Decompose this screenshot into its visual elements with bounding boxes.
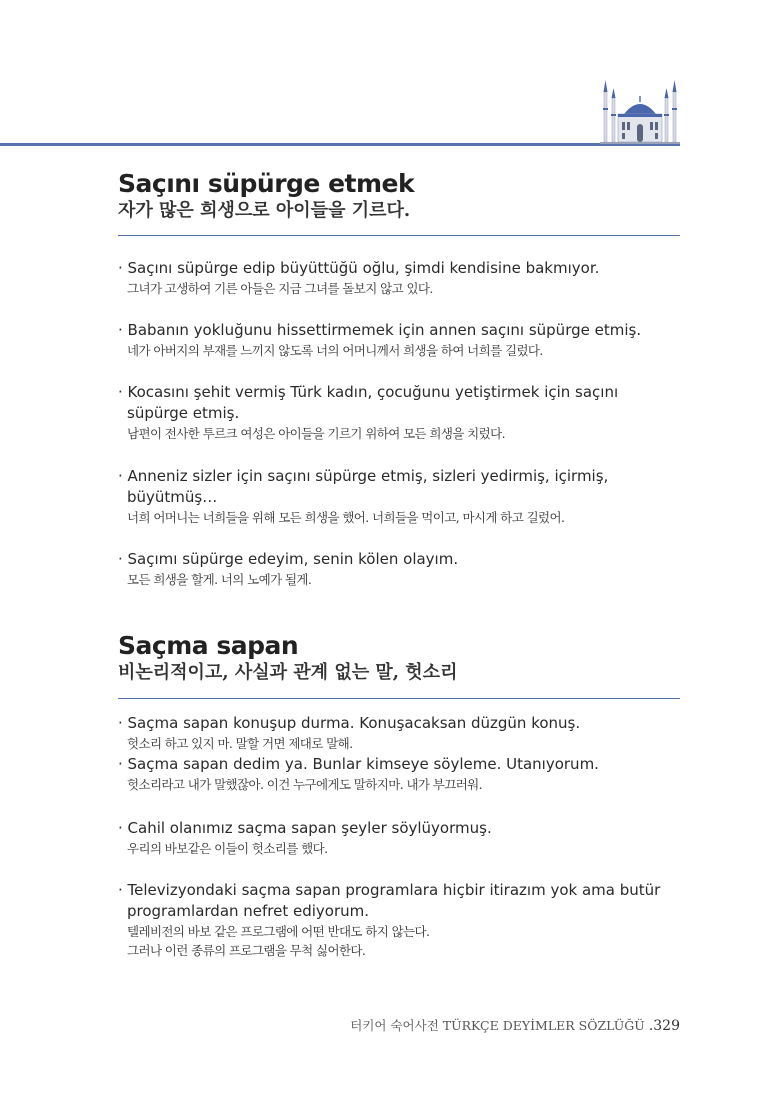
example-korean: 헛소리라고 내가 말했잖아. 이건 누구에게도 말하지마. 내가 부끄러워. <box>127 777 483 792</box>
entry-divider <box>118 698 680 699</box>
example-turkish: · Saçma sapan dedim ya. Bunlar kimseye söyleme. Utanıyorum. <box>118 755 599 773</box>
example-item <box>118 818 680 858</box>
idiom-meaning: 비논리적이고, 사실과 관계 없는 말, 헛소리 <box>118 662 458 683</box>
idiom-entry <box>118 631 680 699</box>
example-item <box>118 549 680 589</box>
example-item <box>118 466 680 527</box>
example-item <box>118 880 680 960</box>
example-korean: 헛소리 하고 있지 마. 말할 거면 제대로 말해. <box>127 736 353 751</box>
example-turkish: · Anneniz sizler için saçını süpürge etmiş, sizleri yedirmiş, içirmiş, büyütmüş… <box>118 467 609 506</box>
example-korean: 그녀가 고생하여 기른 아들은 지금 그녀를 돌보지 않고 있다. <box>127 281 433 296</box>
page-footer <box>350 1016 680 1034</box>
header-rule <box>0 143 680 146</box>
idiom-entry <box>118 169 680 236</box>
example-korean: 남편이 전사한 투르크 여성은 아이들을 기르기 위하여 모든 희생을 치렀다. <box>127 426 505 441</box>
example-turkish: · Saçını süpürge edip büyüttüğü oğlu, şimdi kendisine bakmıyor. <box>118 259 600 277</box>
idiom-title: Saçını süpürge etmek <box>118 169 415 198</box>
entry-divider <box>118 235 680 236</box>
footer-book-title: 터키어 숙어사전 TÜRKÇE DEYİMLER SÖZLÜĞÜ <box>350 1018 645 1033</box>
example-item <box>118 258 680 298</box>
example-turkish: · Cahil olanımız saçma sapan şeyler söylüyormuş. <box>118 819 492 837</box>
example-turkish: · Saçma sapan konuşup durma. Konuşacaksan düzgün konuş. <box>118 714 581 732</box>
example-item <box>118 713 680 753</box>
example-item <box>118 754 680 794</box>
idiom-meaning: 자가 많은 희생으로 아이들을 기르다. <box>118 200 411 221</box>
example-korean: 텔레비전의 바보 같은 프로그램에 어떤 반대도 하지 않는다. <box>127 924 430 939</box>
example-korean: 그러나 이런 종류의 프로그램을 무척 싫어한다. <box>127 943 366 958</box>
idiom-title: Saçma sapan <box>118 631 299 660</box>
example-turkish: · Kocasını şehit vermiş Türk kadın, çocuğunu yetiştirmek için saçını süpürge etmiş. <box>118 383 619 422</box>
page-number: .329 <box>648 1018 680 1034</box>
example-item <box>118 320 680 360</box>
example-turkish: · Saçımı süpürge edeyim, senin kölen olayım. <box>118 550 459 568</box>
example-korean: 네가 아버지의 부재를 느끼지 않도록 너의 어머니께서 희생을 하여 너희를 길렀다. <box>127 343 543 358</box>
mosque-icon <box>600 78 680 144</box>
example-korean: 모든 희생을 할게. 너의 노예가 될게. <box>127 572 312 587</box>
example-item <box>118 382 680 443</box>
example-korean: 너희 어머니는 너희들을 위해 모든 희생을 했어. 너희들을 먹이고, 마시게 하고 길렀어. <box>127 510 565 525</box>
example-turkish: · Babanın yokluğunu hissettirmemek için annen saçını süpürge etmiş. <box>118 321 642 339</box>
example-korean: 우리의 바보같은 이들이 헛소리를 했다. <box>127 841 328 856</box>
example-turkish: · Televizyondaki saçma sapan programlara hiçbir itirazım yok ama butür programlardan nefret ediyorum. <box>118 881 661 920</box>
